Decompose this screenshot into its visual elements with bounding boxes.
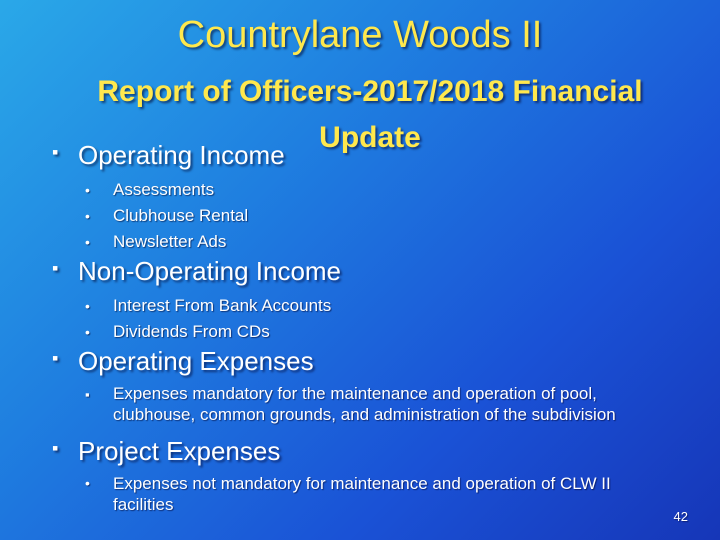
dot-bullet-icon: • [85,324,90,340]
list-item [52,383,673,425]
list-item-label: Clubhouse Rental [113,206,249,225]
square-bullet-icon: ▪ [85,387,90,402]
list-item-label: Expenses not mandatory for maintenance and operation of CLW II facilities [113,474,611,514]
section-heading [52,256,700,287]
section-project-expenses [52,436,700,515]
list-item [52,473,673,515]
section-operating-expenses [52,346,700,425]
dot-bullet-icon: • [85,298,90,314]
list-item-label: Expenses mandatory for the maintenance and operation of pool, clubhouse, common grounds, and administration of the subdivision [113,384,616,424]
section-items [52,177,700,255]
slide-title: Countrylane Woods II [177,14,543,56]
section-items [52,473,700,515]
square-bullet-icon: ▪ [52,142,59,162]
section-heading-label: Non-Operating Income [78,256,342,286]
section-heading-label: Operating Income [78,140,285,170]
section-heading-label: Operating Expenses [78,346,314,376]
list-item-label: Newsletter Ads [113,232,227,251]
list-item [52,203,700,229]
section-heading [52,436,700,467]
section-non-operating-income [52,256,700,345]
section-items [52,383,700,425]
section-heading [52,140,700,171]
section-operating-income [52,140,700,255]
list-item-label: Assessments [113,180,215,199]
page-number: 42 [673,509,688,524]
list-item [52,319,700,345]
list-item [52,229,700,255]
dot-bullet-icon: • [85,182,90,198]
list-item [52,177,700,203]
square-bullet-icon: ▪ [52,438,59,458]
dot-bullet-icon: • [85,475,90,491]
section-items [52,293,700,345]
dot-bullet-icon: • [85,234,90,250]
list-item-label: Dividends From CDs [113,322,270,341]
section-heading-label: Project Expenses [78,436,281,466]
dot-bullet-icon: • [85,208,90,224]
square-bullet-icon: ▪ [52,348,59,368]
list-item-label: Interest From Bank Accounts [113,296,332,315]
slide-subtitle: Report of Officers-2017/2018 Financial Update [97,75,643,154]
list-item [52,293,700,319]
section-heading [52,346,700,377]
square-bullet-icon: ▪ [52,258,59,278]
